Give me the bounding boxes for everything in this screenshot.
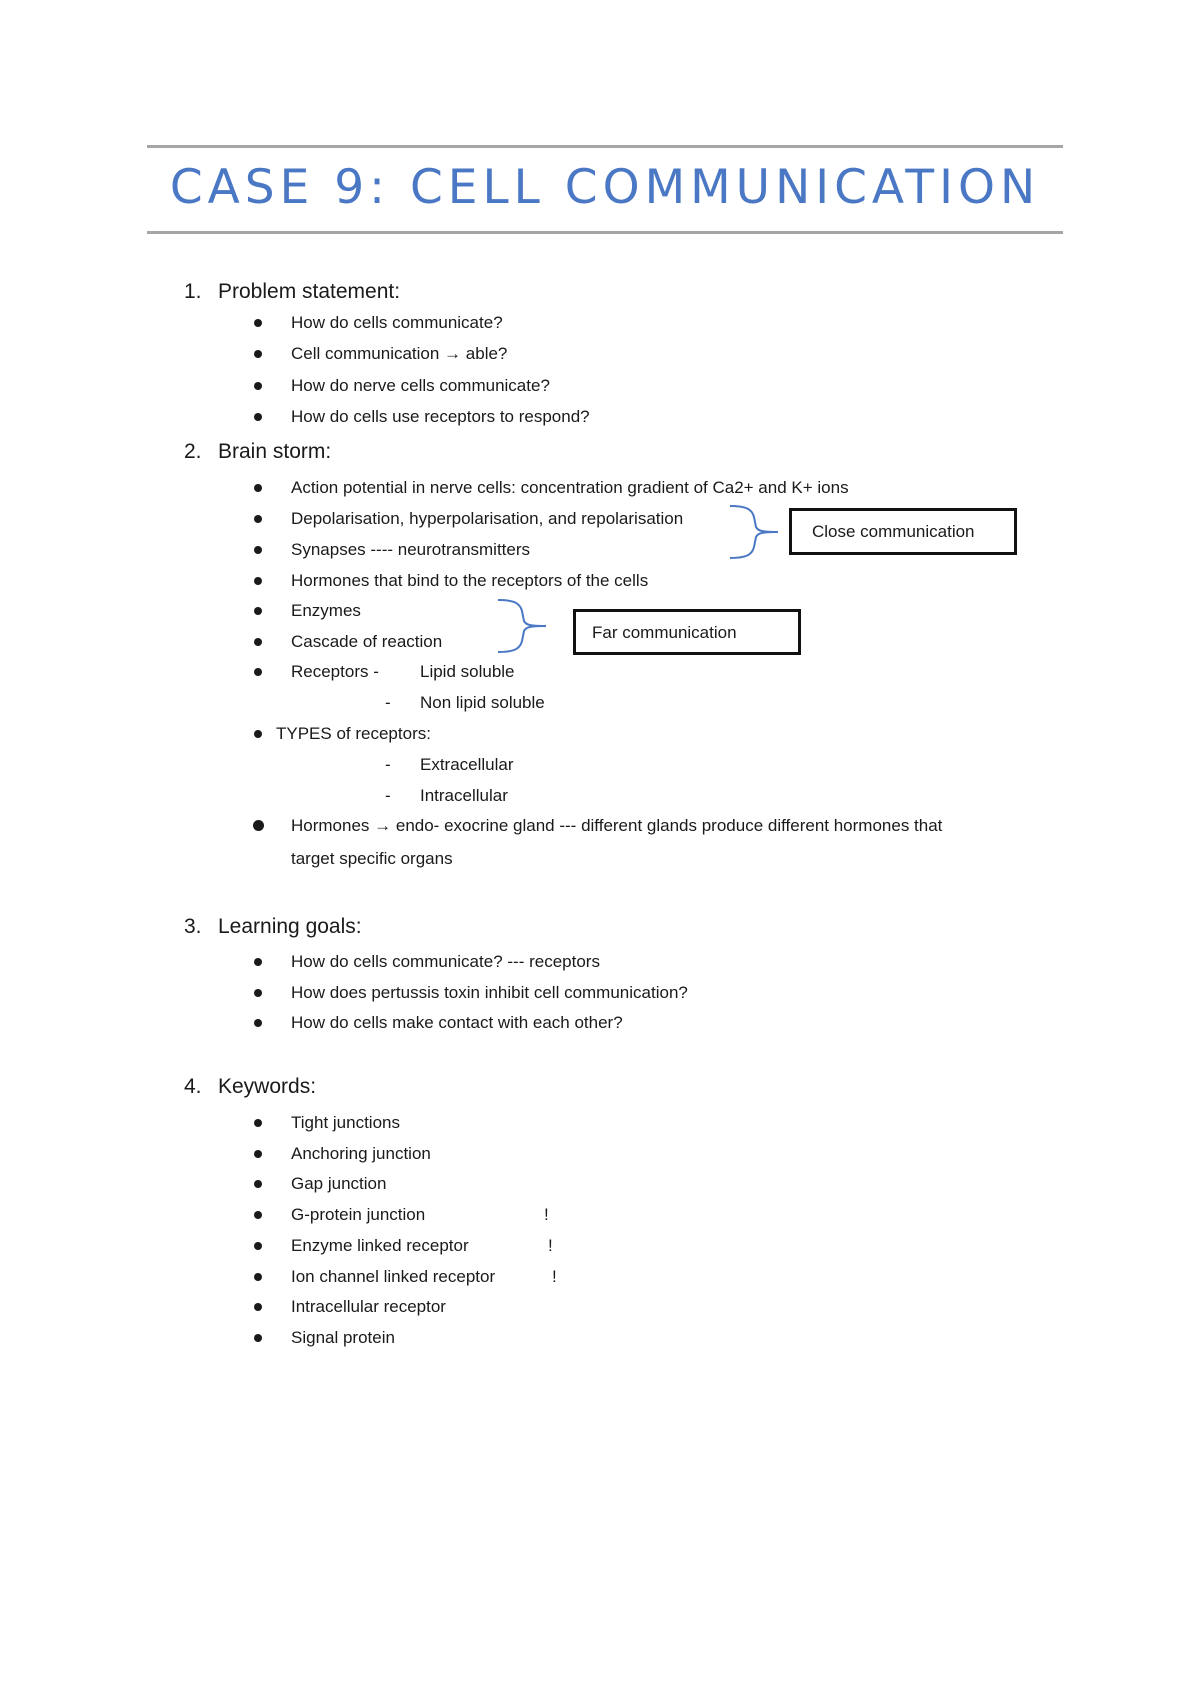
title-top-rule <box>147 145 1063 148</box>
section-heading-brainstorm: Brain storm: <box>218 440 332 463</box>
bullet <box>254 668 262 676</box>
receptors-label: Receptors - <box>291 662 379 681</box>
bullet <box>254 730 262 738</box>
list-item: Hormones that bind to the receptors of the cells <box>291 571 649 590</box>
close-communication-label: Close communication <box>812 522 975 541</box>
bullet <box>254 1119 262 1127</box>
keyword-item: G-protein junction <box>291 1205 426 1224</box>
list-item: Cell communication → able? <box>291 344 508 363</box>
keyword-item: Enzyme linked receptor <box>291 1236 469 1255</box>
exclamation-mark: ! <box>548 1236 553 1255</box>
list-item: How do cells make contact with each other? <box>291 1013 623 1032</box>
keyword-item: Tight junctions <box>291 1113 400 1132</box>
section-heading-goals: Learning goals: <box>218 915 362 938</box>
receptor-intracellular: Intracellular <box>420 786 508 805</box>
section-number: 1. <box>184 280 202 303</box>
close-communication-box <box>789 508 1017 555</box>
title-bottom-rule <box>147 231 1063 234</box>
close-communication-brace <box>726 503 782 561</box>
dash: - <box>385 693 391 712</box>
list-item: Enzymes <box>291 601 361 620</box>
list-item-hormones-continued: target specific organs <box>291 849 453 868</box>
list-item: How does pertussis toxin inhibit cell communication? <box>291 983 688 1002</box>
bullet <box>254 1273 262 1281</box>
section-number: 3. <box>184 915 202 938</box>
bullet <box>254 515 262 523</box>
page-title: CASE 9: CELL COMMUNICATION <box>169 160 1041 215</box>
list-item: Action potential in nerve cells: concentration gradient of Ca2+ and K+ ions <box>291 478 849 497</box>
keyword-item: Gap junction <box>291 1174 387 1193</box>
bullet <box>254 350 262 358</box>
bullet <box>254 989 262 997</box>
list-item: Depolarisation, hyperpolarisation, and repolarisation <box>291 509 684 528</box>
bullet <box>254 484 262 492</box>
keyword-item: Intracellular receptor <box>291 1297 446 1316</box>
bullet <box>254 638 262 646</box>
list-item-hormones: Hormones → endo- exocrine gland --- different glands produce different hormones that <box>291 816 943 835</box>
list-item: How do cells communicate? --- receptors <box>291 952 600 971</box>
keyword-item: Signal protein <box>291 1328 395 1347</box>
section-heading-keywords: Keywords: <box>218 1075 317 1098</box>
list-item: How do cells communicate? <box>291 313 503 332</box>
section-number: 4. <box>184 1075 202 1098</box>
bullet <box>253 820 264 831</box>
bullet <box>254 1211 262 1219</box>
list-item: Cascade of reaction <box>291 632 443 651</box>
bullet <box>254 546 262 554</box>
bullet <box>254 1334 262 1342</box>
bullet <box>254 1019 262 1027</box>
section-number: 2. <box>184 440 202 463</box>
bullet <box>254 1150 262 1158</box>
exclamation-mark: ! <box>544 1205 549 1224</box>
list-item: How do nerve cells communicate? <box>291 376 550 395</box>
far-communication-brace <box>494 597 550 655</box>
bullet <box>254 577 262 585</box>
receptor-lipid-soluble: Lipid soluble <box>420 662 515 681</box>
far-communication-box <box>573 609 801 655</box>
bullet <box>254 413 262 421</box>
keyword-item: Anchoring junction <box>291 1144 431 1163</box>
bullet <box>254 958 262 966</box>
receptor-extracellular: Extracellular <box>420 755 514 774</box>
dash: - <box>385 786 391 805</box>
bullet <box>254 1242 262 1250</box>
receptor-non-lipid-soluble: Non lipid soluble <box>420 693 545 712</box>
section-heading-problem: Problem statement: <box>218 280 401 303</box>
bullet <box>254 1180 262 1188</box>
exclamation-mark: ! <box>552 1267 557 1286</box>
bullet <box>254 607 262 615</box>
types-of-receptors-label: TYPES of receptors: <box>276 724 431 743</box>
keyword-item: Ion channel linked receptor <box>291 1267 496 1286</box>
bullet <box>254 319 262 327</box>
list-item: Synapses ---- neurotransmitters <box>291 540 531 559</box>
list-item: How do cells use receptors to respond? <box>291 407 590 426</box>
bullet <box>254 1303 262 1311</box>
dash: - <box>385 755 391 774</box>
far-communication-label: Far communication <box>592 623 737 642</box>
bullet <box>254 382 262 390</box>
